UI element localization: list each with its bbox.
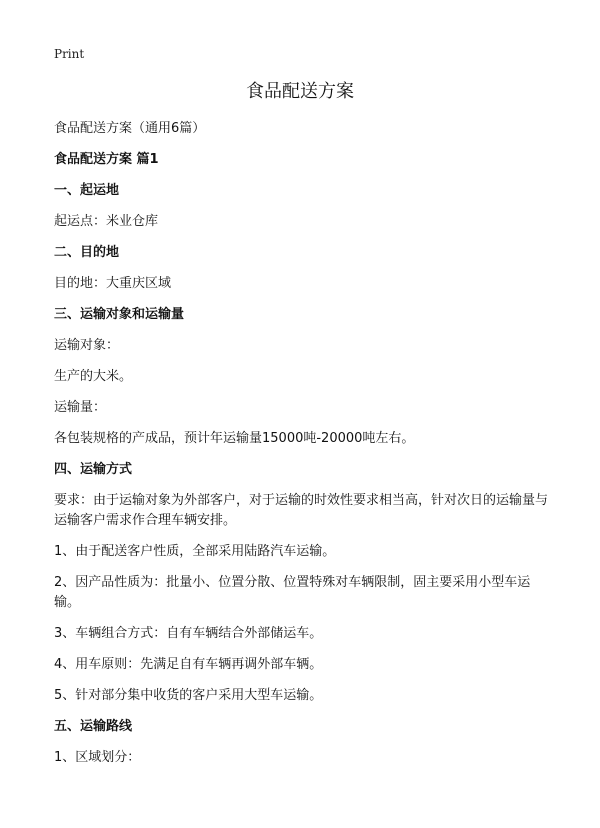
section-heading-route: 五、运输路线 — [54, 719, 133, 734]
method-item-4: 4、用车原则：先满足自有车辆再调外部车辆。 — [54, 657, 323, 672]
transport-object-label: 运输对象： — [54, 338, 120, 353]
section-heading-transport-method: 四、运输方式 — [54, 462, 133, 477]
method-item-1: 1、由于配送客户性质，全部采用陆路汽车运输。 — [54, 544, 336, 559]
transport-object-text: 生产的大米。 — [54, 369, 133, 384]
route-item-1: 1、区域划分： — [54, 750, 141, 765]
subtitle-line: 食品配送方案（通用6篇） — [54, 121, 206, 136]
origin-text: 起运点：米业仓库 — [54, 214, 159, 229]
section-heading-origin: 一、起运地 — [54, 183, 120, 198]
document-title: 食品配送方案 — [246, 81, 354, 102]
section-heading-destination: 二、目的地 — [54, 245, 120, 260]
method-item-2: 2、因产品性质为：批量小、位置分散、位置特殊对车辆限制，固主要采用小型车运输。 — [54, 575, 531, 610]
print-link[interactable]: Print — [54, 47, 85, 61]
destination-text: 目的地：大重庆区域 — [54, 276, 172, 291]
document-body — [54, 119, 554, 768]
transport-volume-text: 各包装规格的产成品，预计年运输量15000吨-20000吨左右。 — [54, 431, 415, 446]
requirement-text: 要求：由于运输对象为外部客户，对于运输的时效性要求相当高，针对次日的运输量与运输客户需求作合理车辆安排。 — [54, 493, 549, 528]
method-item-5: 5、针对部分集中收货的客户采用大型车运输。 — [54, 688, 323, 703]
method-item-3: 3、车辆组合方式：自有车辆结合外部储运车。 — [54, 626, 323, 641]
transport-volume-label: 运输量： — [54, 400, 107, 415]
article-heading: 食品配送方案 篇1 — [54, 152, 159, 167]
section-heading-transport-object: 三、运输对象和运输量 — [54, 307, 185, 322]
